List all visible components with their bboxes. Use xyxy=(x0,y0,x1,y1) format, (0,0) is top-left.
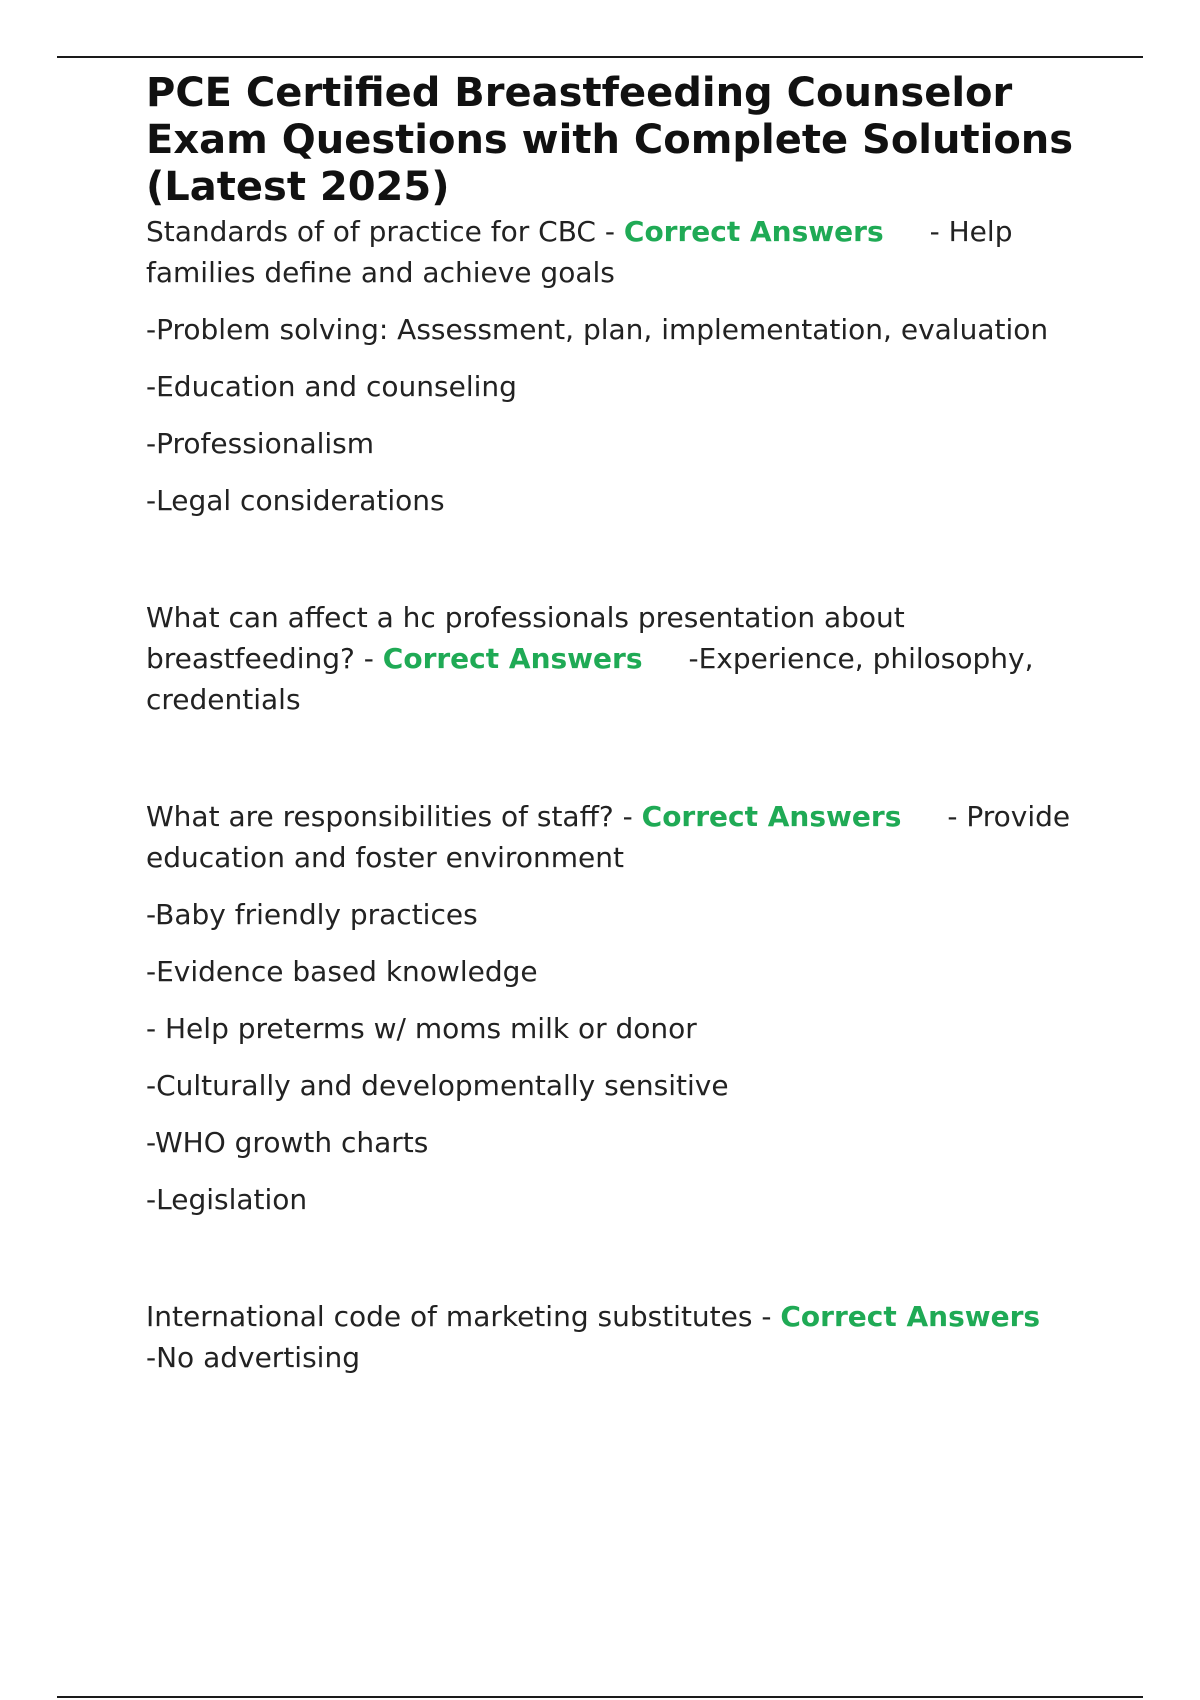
answer-label: Correct Answers xyxy=(382,642,643,675)
document-title: PCE Certified Breastfeeding Counselor Exam Questions with Complete Solutions (Latest 2025) xyxy=(146,70,1074,210)
qa-item xyxy=(146,211,1096,521)
question-text: International code of marketing substitutes - xyxy=(146,1300,781,1333)
answer-label: Correct Answers xyxy=(623,215,884,248)
answer-text: -No advertising xyxy=(146,1341,360,1374)
answer-text: - Provide education and foster environment xyxy=(146,800,1071,874)
qa-item xyxy=(146,796,1096,1220)
question-text: What are responsibilities of staff? - xyxy=(146,800,642,833)
answer-label: Correct Answers xyxy=(641,800,902,833)
question-line xyxy=(146,211,1096,293)
question-line xyxy=(146,597,1096,720)
answer-line: -Legislation xyxy=(146,1183,308,1216)
answer-label: Correct Answers xyxy=(780,1300,1041,1333)
question-line xyxy=(146,796,1096,878)
answer-line: -Evidence based knowledge xyxy=(146,955,538,988)
top-rule xyxy=(57,56,1143,58)
qa-item xyxy=(146,597,1096,720)
question-text: What can affect a hc professionals presentation about breastfeeding? - xyxy=(146,601,905,675)
document-body xyxy=(146,70,1096,1394)
question-text: Standards of of practice for CBC - xyxy=(146,215,624,248)
answer-line: -Education and counseling xyxy=(146,370,517,403)
answer-line: -Problem solving: Assessment, plan, implementation, evaluation xyxy=(146,313,1049,346)
answer-text: - Help families define and achieve goals xyxy=(146,215,1013,289)
answer-line: - Help preterms w/ moms milk or donor xyxy=(146,1012,697,1045)
answer-line: -WHO growth charts xyxy=(146,1126,429,1159)
answer-line: -Culturally and developmentally sensitive xyxy=(146,1069,729,1102)
question-line xyxy=(146,1296,1096,1378)
qa-item xyxy=(146,1296,1096,1378)
bottom-rule xyxy=(57,1696,1143,1698)
answer-text: -Experience, philosophy, credentials xyxy=(146,642,1034,716)
answer-line: -Professionalism xyxy=(146,427,375,460)
answer-line: -Baby friendly practices xyxy=(146,898,478,931)
answer-line: -Legal considerations xyxy=(146,484,445,517)
